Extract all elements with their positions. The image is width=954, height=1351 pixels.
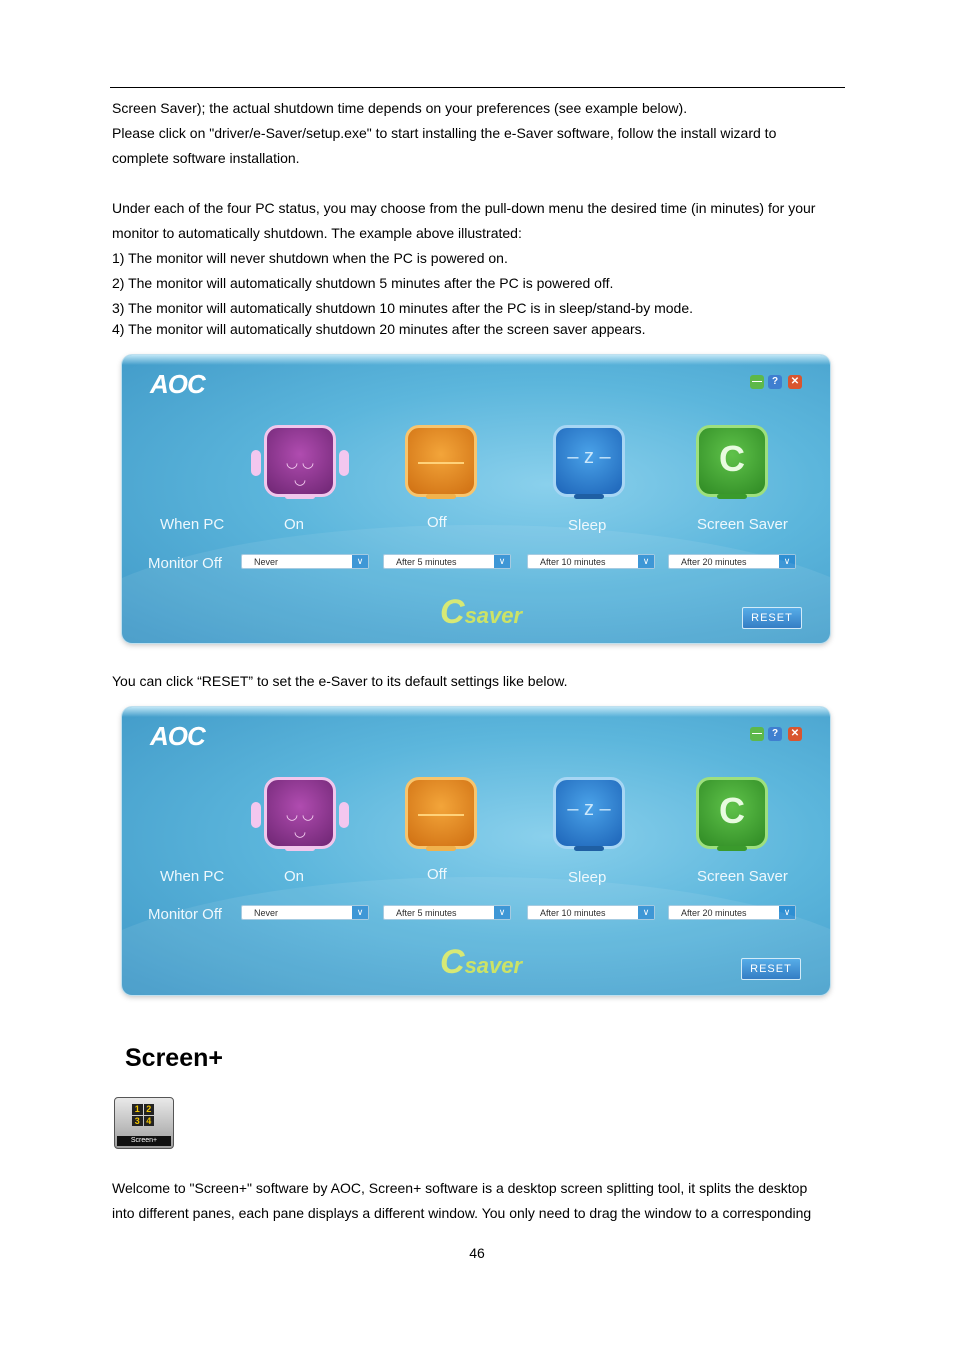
minimize-button[interactable]: — bbox=[752, 376, 762, 387]
list-item: 2) The monitor will automatically shutdown 5 minutes after the PC is powered off. bbox=[112, 275, 614, 291]
reset-note: You can click “RESET” to set the e-Saver to its default settings like below. bbox=[112, 673, 568, 689]
help-button[interactable]: ? bbox=[768, 375, 782, 389]
chevron-down-icon: ∨ bbox=[779, 555, 795, 568]
chevron-down-icon: ∨ bbox=[352, 555, 368, 568]
list-item: 1) The monitor will never shutdown when the PC is powered on. bbox=[112, 250, 508, 266]
section-heading: Screen+ bbox=[125, 1044, 223, 1072]
sleep-monitor-icon: – z – bbox=[553, 777, 625, 849]
status-off-label: Off bbox=[427, 866, 447, 883]
paragraph-line: Under each of the four PC status, you may choose from the pull-down menu the desired time (in minutes) for your bbox=[112, 200, 816, 216]
screensaver-monitor-icon: C bbox=[696, 425, 768, 497]
page-number: 46 bbox=[469, 1245, 485, 1261]
headphones-monitor-icon: ◡ ◡ ◡ bbox=[264, 425, 336, 497]
off-monitor-icon bbox=[405, 777, 477, 849]
status-sleep-label: Sleep bbox=[568, 869, 607, 886]
status-screensaver-label: Screen Saver bbox=[697, 868, 788, 885]
off-timeout-select[interactable]: After 5 minutes ∨ bbox=[383, 554, 511, 569]
aoc-logo: AOC bbox=[150, 721, 205, 751]
paragraph-line: monitor to automatically shutdown. The example above illustrated: bbox=[112, 225, 522, 241]
paragraph-line: into different panes, each pane displays a different window. You only need to drag the window to a corresponding bbox=[112, 1205, 812, 1221]
chevron-down-icon: ∨ bbox=[638, 555, 654, 568]
chevron-down-icon: ∨ bbox=[494, 906, 510, 919]
chevron-down-icon: ∨ bbox=[638, 906, 654, 919]
screenplus-app-icon: 1 2 3 4 Screen+ bbox=[114, 1097, 174, 1149]
close-button[interactable]: ✕ bbox=[788, 375, 802, 389]
reset-button[interactable]: RESET bbox=[741, 958, 801, 980]
esaver-logo: Csaver bbox=[440, 593, 523, 631]
esaver-logo: Csaver bbox=[440, 943, 523, 981]
chevron-down-icon: ∨ bbox=[494, 555, 510, 568]
sleep-timeout-select[interactable]: After 10 minutes ∨ bbox=[527, 554, 655, 569]
sleep-monitor-icon: – z – bbox=[553, 425, 625, 497]
off-timeout-select[interactable]: After 5 minutes ∨ bbox=[383, 905, 511, 920]
off-monitor-icon bbox=[405, 425, 477, 497]
esaver-window-default bbox=[122, 707, 830, 995]
paragraph-line: Please click on "driver/e-Saver/setup.exe" to start installing the e-Saver software, follow the install wizard to bbox=[112, 125, 777, 141]
screensaver-timeout-select[interactable]: After 20 minutes ∨ bbox=[668, 554, 796, 569]
when-pc-label: When PC bbox=[160, 868, 225, 885]
monitor-off-label: Monitor Off bbox=[148, 555, 222, 572]
header-rule bbox=[110, 87, 845, 88]
chevron-down-icon: ∨ bbox=[352, 906, 368, 919]
monitor-off-label: Monitor Off bbox=[148, 906, 222, 923]
headphones-monitor-icon: ◡ ◡ ◡ bbox=[264, 777, 336, 849]
status-on-label: On bbox=[284, 516, 305, 533]
list-item: 3) The monitor will automatically shutdown 10 minutes after the PC is in sleep/stand-by mode. bbox=[112, 300, 694, 316]
paragraph-line: Screen Saver); the actual shutdown time depends on your preferences (see example below). bbox=[112, 100, 688, 116]
status-sleep-label: Sleep bbox=[568, 517, 607, 534]
paragraph-line: complete software installation. bbox=[112, 150, 300, 166]
chevron-down-icon: ∨ bbox=[779, 906, 795, 919]
close-button[interactable]: ✕ bbox=[788, 727, 802, 741]
list-item: 4) The monitor will automatically shutdown 20 minutes after the screen saver appears. bbox=[112, 321, 646, 337]
status-on-label: On bbox=[284, 868, 305, 885]
help-button[interactable]: ? bbox=[768, 727, 782, 741]
paragraph-line: Welcome to "Screen+" software by AOC, Screen+ software is a desktop screen splitting tool, it splits the desktop bbox=[112, 1180, 808, 1196]
screensaver-timeout-select[interactable]: After 20 minutes ∨ bbox=[668, 905, 796, 920]
aoc-logo: AOC bbox=[150, 369, 205, 399]
on-timeout-select[interactable]: Never ∨ bbox=[241, 905, 369, 920]
reset-button[interactable]: RESET bbox=[742, 607, 802, 629]
screensaver-monitor-icon: C bbox=[696, 777, 768, 849]
status-screensaver-label: Screen Saver bbox=[697, 516, 788, 533]
minimize-button[interactable]: — bbox=[752, 728, 762, 739]
status-off-label: Off bbox=[427, 514, 447, 531]
on-timeout-select[interactable]: Never ∨ bbox=[241, 554, 369, 569]
esaver-window-example bbox=[122, 355, 830, 643]
when-pc-label: When PC bbox=[160, 516, 225, 533]
sleep-timeout-select[interactable]: After 10 minutes ∨ bbox=[527, 905, 655, 920]
